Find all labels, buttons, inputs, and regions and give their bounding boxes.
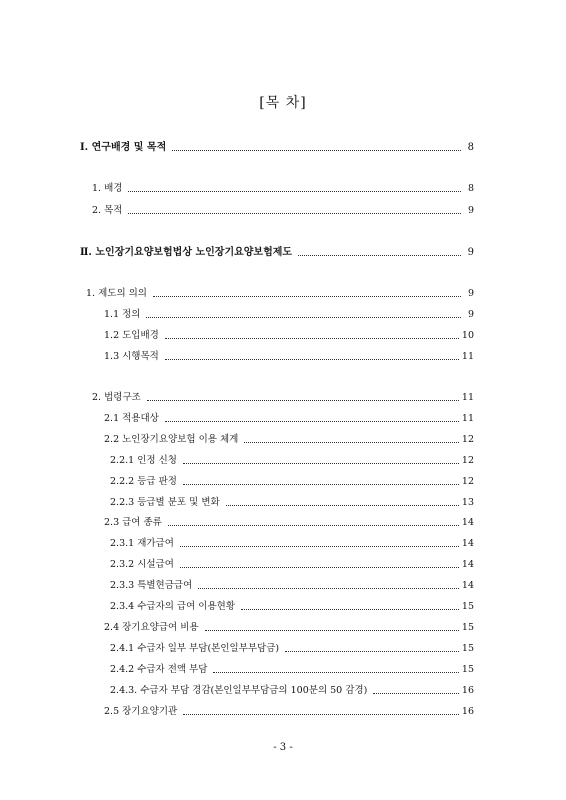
toc-entry-title: 2.4.2 수급자 전액 부담 xyxy=(110,664,208,675)
toc-entry xyxy=(104,308,474,322)
toc-entry-page: 12 xyxy=(461,476,474,487)
toc-entry xyxy=(104,705,474,719)
toc-entry-title: 2.5 장기요양기관 xyxy=(104,706,178,717)
toc-entry-title: 2.3.2 시설급여 xyxy=(110,559,174,570)
toc-leader-dots xyxy=(180,566,459,568)
toc-entry xyxy=(110,600,474,614)
toc-entry-title: 2.3.4 수급자의 급여 이용현황 xyxy=(110,601,236,612)
toc-entry-title: I. 연구배경 및 목적 xyxy=(80,142,167,153)
toc-entry xyxy=(110,684,474,698)
toc-entry-title: 2.3 급여 종류 xyxy=(104,517,162,528)
toc-leader-dots xyxy=(198,587,459,589)
toc-entry-title: 1.2 도입배경 xyxy=(104,330,159,341)
toc-entry-title: Ⅱ. 노인장기요양보험법상 노인장기요양보험제도 xyxy=(80,247,293,258)
page-title: [목 차] xyxy=(259,95,307,111)
toc-entry xyxy=(110,537,474,551)
toc-entry xyxy=(104,412,474,426)
toc-leader-dots xyxy=(128,190,461,192)
toc-entry-title: 2.2.2 등급 판정 xyxy=(110,476,177,487)
toc-entry-title: 2.4.1 수급자 일부 부담(본인일부부담금) xyxy=(110,643,280,654)
toc-leader-dots xyxy=(183,483,459,485)
toc-entry-page: 12 xyxy=(461,434,474,445)
toc-entry xyxy=(110,475,474,489)
toc-entry-page: 14 xyxy=(461,517,474,528)
toc-leader-dots xyxy=(146,316,461,318)
toc-leader-dots xyxy=(168,524,459,526)
toc-entry-page: 16 xyxy=(461,706,474,717)
toc-entry xyxy=(110,558,474,572)
toc-entry xyxy=(110,642,474,656)
toc-entry-title: 1.3 시행목적 xyxy=(104,351,159,362)
toc-entry-page: 15 xyxy=(461,643,474,654)
toc-entry xyxy=(110,454,474,468)
toc-leader-dots xyxy=(244,441,459,443)
toc-entry-title: 2. 목적 xyxy=(92,205,123,216)
toc-entry-page: 11 xyxy=(461,351,474,362)
toc-entry xyxy=(92,204,474,218)
toc-entry-title: 2.2.1 인정 신청 xyxy=(110,455,177,466)
toc-leader-dots xyxy=(153,295,461,297)
toc-leader-dots xyxy=(183,713,459,715)
toc-entry-page: 8 xyxy=(467,183,474,194)
toc-entry-page: 15 xyxy=(461,622,474,633)
toc-entry-page: 11 xyxy=(461,413,474,424)
toc-entry-page: 8 xyxy=(467,142,474,153)
toc-entry xyxy=(104,433,474,447)
toc-entry-title: 2.2 노인장기요양보험 이용 체계 xyxy=(104,434,239,445)
toc-leader-dots xyxy=(373,692,459,694)
toc-entry-title: 2.4 장기요양급여 비용 xyxy=(104,622,199,633)
toc-entry-title: 2.3.1 재가급여 xyxy=(110,538,174,549)
toc-entry-page: 15 xyxy=(461,601,474,612)
toc-entry-page: 9 xyxy=(467,247,474,258)
toc-entry-title: 2.2.3 등급별 분포 및 변화 xyxy=(110,497,220,508)
toc-entry-page: 13 xyxy=(461,497,474,508)
toc-leader-dots xyxy=(165,337,459,339)
page-number-footer: - 3 - xyxy=(273,742,293,753)
toc-leader-dots xyxy=(183,462,459,464)
toc-entry xyxy=(110,579,474,593)
toc-entry xyxy=(92,182,474,196)
toc-entry xyxy=(110,496,474,510)
toc-leader-dots xyxy=(226,504,459,506)
toc-leader-dots xyxy=(172,149,461,151)
toc-leader-dots xyxy=(180,545,459,547)
toc-entry-page: 9 xyxy=(467,205,474,216)
toc-entry-page: 11 xyxy=(461,392,474,403)
toc-entry-page: 10 xyxy=(461,330,474,341)
toc-leader-dots xyxy=(128,212,461,214)
toc-leader-dots xyxy=(213,671,458,673)
toc-entry xyxy=(104,329,474,343)
toc-entry xyxy=(110,663,474,677)
toc-entry-title: 2.3.3 특별현금급여 xyxy=(110,580,193,591)
toc-entry xyxy=(104,621,474,635)
toc-entry-title: 1. 제도의 의의 xyxy=(86,288,147,299)
toc-leader-dots xyxy=(285,650,459,652)
toc-leader-dots xyxy=(165,358,459,360)
toc-entry-page: 12 xyxy=(461,455,474,466)
toc-entry xyxy=(80,246,474,260)
toc-entry-title: 2.4.3. 수급자 부담 경감(본인일부부담금의 100분의 50 감경) xyxy=(110,685,368,696)
toc-entry-title: 1.1 정의 xyxy=(104,309,141,320)
toc-leader-dots xyxy=(147,399,459,401)
toc-entry xyxy=(80,141,474,155)
toc-leader-dots xyxy=(165,420,459,422)
toc-entry-title: 1. 배경 xyxy=(92,183,123,194)
toc-entry-page: 9 xyxy=(467,309,474,320)
toc-leader-dots xyxy=(298,254,461,256)
toc-leader-dots xyxy=(205,629,459,631)
toc-entry-title: 2. 법령구조 xyxy=(92,392,141,403)
toc-entry-page: 14 xyxy=(461,538,474,549)
toc-entry xyxy=(104,350,474,364)
toc-entry-title: 2.1 적용대상 xyxy=(104,413,159,424)
toc-entry-page: 15 xyxy=(461,664,474,675)
toc-leader-dots xyxy=(241,608,459,610)
toc-entry-page: 9 xyxy=(467,288,474,299)
toc-entry-page: 16 xyxy=(461,685,474,696)
toc-entry xyxy=(104,516,474,530)
toc-entry xyxy=(86,287,474,301)
toc-entry-page: 14 xyxy=(461,580,474,591)
toc-entry xyxy=(92,391,474,405)
toc-entry-page: 14 xyxy=(461,559,474,570)
